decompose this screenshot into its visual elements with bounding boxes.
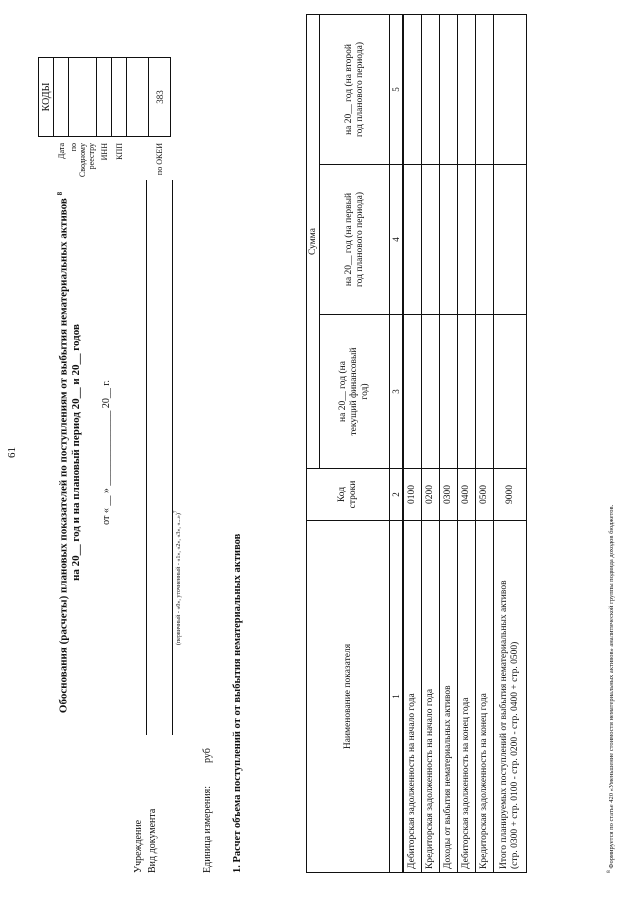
- row-0300-col5: [440, 14, 458, 164]
- document-title-period: на 20__ год и на плановый период 20__ и 20__ годов: [70, 324, 82, 581]
- row-0300-name: Доходы от выбытия нематериальных активов: [440, 521, 458, 873]
- row-0400-col5: [458, 14, 476, 164]
- row-0200-col4: [422, 165, 440, 315]
- doc-type-hint-text: (первичный - «0», уточненный - «1», «2», «3», «...»): [176, 513, 182, 645]
- col-number-1: 1: [390, 521, 404, 873]
- footnote-mark: 8: [606, 870, 612, 873]
- col-number-4: 4: [390, 165, 404, 315]
- row-9000-name-line1: Итого планируемых поступлений от выбытия нематериальных активов: [499, 580, 509, 869]
- doc-type-line: [172, 180, 173, 735]
- unit-value: руб: [202, 748, 213, 763]
- col-number-2: 2: [390, 469, 404, 521]
- codes-value-date: [54, 58, 69, 137]
- row-0500-code: 0500: [476, 469, 494, 521]
- row-0100-col4: [403, 165, 422, 315]
- institution-line: [146, 180, 147, 735]
- row-9000-name: [494, 521, 527, 873]
- row-0500-name: Кредиторская задолженность на конец года: [476, 521, 494, 873]
- row-0500-col3: [476, 315, 494, 469]
- row-0300-col3: [440, 315, 458, 469]
- row-0100-code: 0100: [403, 469, 422, 521]
- row-0400-col3: [458, 315, 476, 469]
- row-0200-col3: [422, 315, 440, 469]
- row-9000-col5: [494, 14, 527, 164]
- col-number-5: 5: [390, 14, 404, 164]
- document-date-line: от « __ » _______________ 20__ г.: [101, 380, 112, 525]
- header-col3: на 20__ год (на текущий финансовый год): [320, 315, 390, 469]
- title-footnote-mark: 8: [56, 191, 64, 196]
- row-0300-col4: [440, 165, 458, 315]
- codes-spacer: [39, 137, 54, 188]
- codes-label-date: Дата: [56, 143, 66, 159]
- main-table: [306, 14, 527, 873]
- doc-type-label: Вид документа: [147, 808, 158, 873]
- row-0200-col5: [422, 14, 440, 164]
- row-0100-col5: [403, 14, 422, 164]
- row-0400-col4: [458, 165, 476, 315]
- doc-type-hint-mark: 7: [174, 510, 179, 514]
- row-0300-code: 0300: [440, 469, 458, 521]
- row-9000-col4: [494, 165, 527, 315]
- row-0100-col3: [403, 315, 422, 469]
- header-col5: на 20__ год (на второй год планового периода): [320, 14, 390, 164]
- codes-label-blank: [127, 137, 149, 188]
- row-0200-name: Кредиторская задолженность на начало года: [422, 521, 440, 873]
- row-9000-name-line2: (стр. 0300 + стр. 0100 - стр. 0200 - стр. 0400 + стр. 0500): [510, 641, 520, 869]
- doc-type-hint: [174, 511, 182, 645]
- row-0100-name: Дебиторская задолженность на начало года: [403, 521, 422, 873]
- codes-label-inn: ИНН: [99, 143, 109, 161]
- unit-label: Единица измерения:: [202, 786, 213, 873]
- codes-value-kpp: [112, 58, 127, 137]
- codes-label-kpp: КПП: [114, 143, 124, 160]
- row-0500-col5: [476, 14, 494, 164]
- row-9000-code: 9000: [494, 469, 527, 521]
- codes-label-okei: по ОКЕИ: [155, 143, 164, 176]
- header-sum: Сумма: [307, 14, 320, 468]
- section-1-title: 1. Расчет объема поступлений от от выбытия нематериальных активов: [232, 533, 243, 873]
- codes-value-blank: [127, 58, 149, 137]
- footnote-text: Формируется по статье 420 «Уменьшение стоимости нематериальных активов» аналитической группы подвида доходов бюджетов.: [608, 504, 616, 869]
- row-0400-code: 0400: [458, 469, 476, 521]
- codes-table: [38, 57, 171, 187]
- header-code: Код строки: [307, 469, 390, 521]
- codes-value-registry: [69, 58, 97, 137]
- codes-value-okei: 383: [149, 58, 171, 137]
- row-0200-code: 0200: [422, 469, 440, 521]
- col-number-3: 3: [390, 315, 404, 469]
- row-0400-name: Дебиторская задолженность на конец года: [458, 521, 476, 873]
- institution-label: Учреждение: [133, 819, 144, 873]
- document-title-line1: Обоснования (расчеты) плановых показателей по поступлениям от выбытия нематериальных активов: [57, 198, 70, 714]
- header-col4: на 20__ год (на первый год планового периода): [320, 165, 390, 315]
- row-9000-col3: [494, 315, 527, 469]
- codes-label-registry: по Сводному реестру: [69, 143, 96, 178]
- codes-value-inn: [97, 58, 112, 137]
- codes-header: КОДЫ: [39, 58, 54, 137]
- row-0500-col4: [476, 165, 494, 315]
- header-name: Наименование показателя: [307, 521, 390, 873]
- footnote: [606, 505, 615, 873]
- page-number: 61: [6, 447, 18, 458]
